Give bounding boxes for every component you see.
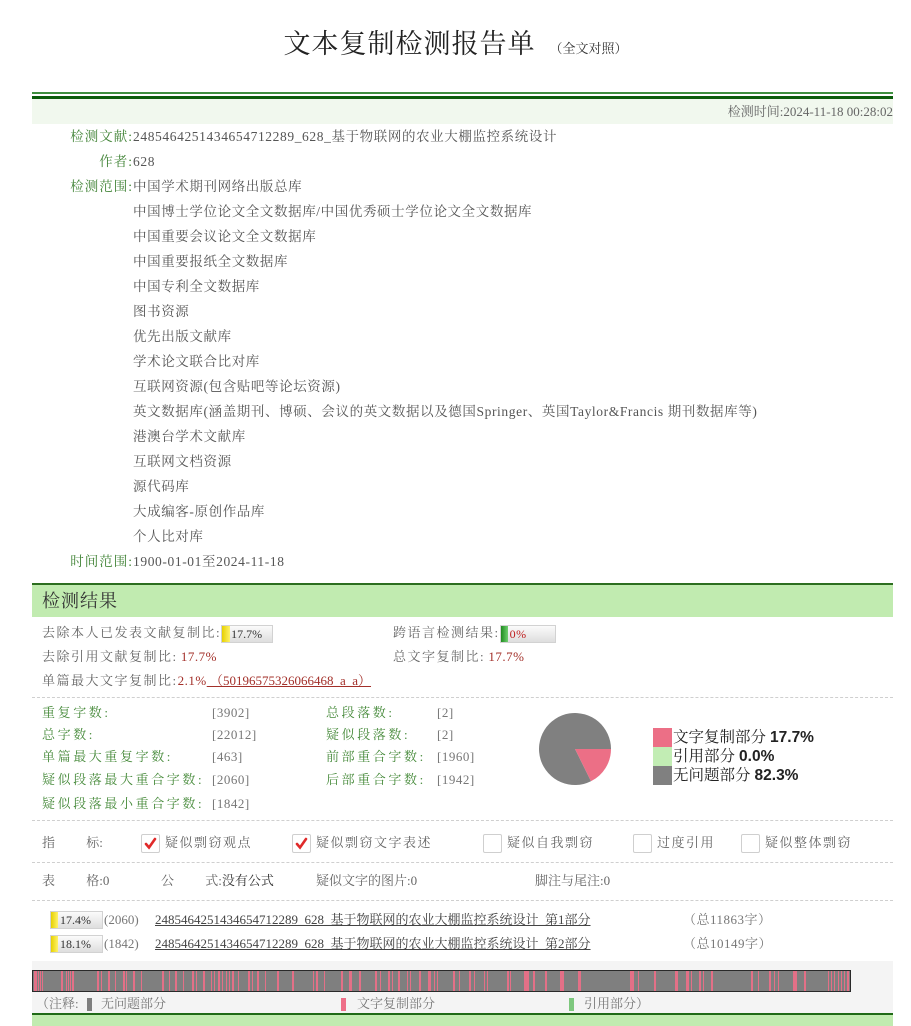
copy-segment xyxy=(834,971,835,991)
copy-segment xyxy=(428,971,431,991)
copy-segment xyxy=(804,971,806,991)
copy-segment xyxy=(398,971,400,991)
legend-cite-label: 引用部分） xyxy=(584,996,650,1011)
cross-lang-progress xyxy=(500,625,556,643)
results-row xyxy=(32,669,893,693)
copy-segment xyxy=(844,971,845,991)
excl-cite-value: 17.7% xyxy=(180,649,217,664)
copy-segment xyxy=(545,971,547,991)
checkmark-icon xyxy=(295,837,308,850)
copy-segment xyxy=(828,971,829,991)
copy-segment xyxy=(126,971,127,991)
stats-row xyxy=(32,768,512,791)
copy-segment xyxy=(42,971,43,991)
copy-segment xyxy=(183,971,184,991)
suspect-paragraphs-label: 疑似段落数: xyxy=(326,727,411,742)
min-paragraph-overlap-value: [1842] xyxy=(212,796,250,811)
dashed-divider xyxy=(32,900,893,901)
copy-segment xyxy=(838,971,839,991)
footnotes-count: 脚注与尾注:0 xyxy=(535,873,611,888)
copy-segment xyxy=(203,971,205,991)
range-item: 中国重要报纸全文数据库 xyxy=(133,254,289,269)
copy-segment xyxy=(469,971,471,991)
check-time-value: 2024-11-18 00:28:02 xyxy=(783,104,893,119)
indicator-excessive-citation[interactable]: 过度引用 xyxy=(633,832,715,854)
copy-segment xyxy=(487,971,488,991)
copy-segment xyxy=(751,971,753,991)
copy-segment xyxy=(359,971,361,991)
copy-segment xyxy=(226,971,227,991)
checkbox[interactable] xyxy=(741,834,760,853)
info-row-range xyxy=(32,399,893,424)
info-row-time-range xyxy=(32,549,893,574)
range-item: 港澳台学术文献库 xyxy=(133,429,246,444)
excl-self-label: 去除本人已发表文献复制比: xyxy=(42,625,222,640)
content-counts-row xyxy=(32,870,893,892)
section-document-link[interactable]: 2485464251434654712289_628_基于物联网的农业大棚监控系统设计_第1部分 xyxy=(155,912,591,927)
legend-label: 文字复制部分 xyxy=(673,729,767,746)
info-row-range xyxy=(32,274,893,299)
copy-segment xyxy=(793,971,797,991)
text-images-count: 疑似文字的图片:0 xyxy=(316,873,418,888)
section-document-link[interactable]: 2485464251434654712289_628_基于物联网的农业大棚监控系统设计_第2部分 xyxy=(155,936,591,951)
results-row xyxy=(32,621,893,645)
copy-segment xyxy=(453,971,455,991)
legend-value: 0.0% xyxy=(739,748,775,765)
section-results-list xyxy=(32,908,893,956)
copy-segment xyxy=(392,971,393,991)
total-paragraphs-label: 总段落数: xyxy=(326,705,395,720)
results-row xyxy=(32,645,893,669)
copy-segment xyxy=(638,971,639,991)
front-overlap-label: 前部重合字数: xyxy=(326,749,426,764)
excl-self-value: 17.7% xyxy=(231,627,263,642)
copy-segment xyxy=(578,971,581,991)
results-summary xyxy=(32,621,893,693)
copy-segment xyxy=(222,971,223,991)
section-copy-chars: (2060) xyxy=(104,912,139,927)
document-label: 检测文献: xyxy=(70,129,133,144)
copy-segment xyxy=(437,971,438,991)
copy-ratio-pie-chart xyxy=(538,712,612,786)
copy-segment xyxy=(175,971,177,991)
range-item: 英文数据库(涵盖期刊、博硕、会议的英文数据以及德国Springer、英国Taylor&Francis 期刊数据库等) xyxy=(133,404,758,419)
info-row-range xyxy=(32,249,893,274)
info-row-range xyxy=(32,299,893,324)
copy-segment xyxy=(841,971,842,991)
total-copy-value: 17.7% xyxy=(488,649,525,664)
check-time-band xyxy=(32,99,893,124)
copy-segment xyxy=(316,971,318,991)
copy-segment xyxy=(218,971,220,991)
document-info xyxy=(32,124,893,574)
copy-segment xyxy=(211,971,212,991)
stats-row xyxy=(32,791,512,816)
info-row-range xyxy=(32,474,893,499)
author-value: 628 xyxy=(133,154,156,169)
document-value: 2485464251434654712289_628_基于物联网的农业大棚监控系统设计 xyxy=(133,129,558,144)
stats-row xyxy=(32,746,512,768)
copy-segment xyxy=(214,971,215,991)
total-chars-label: 总字数: xyxy=(42,727,96,742)
section-result-item xyxy=(32,932,893,956)
legend-swatch-cite xyxy=(653,747,672,766)
copy-segment xyxy=(380,971,381,991)
tables-count: 表 格:0 xyxy=(42,873,110,888)
check-time-label: 检测时间: xyxy=(727,104,784,119)
copy-segment xyxy=(774,971,775,991)
copy-segment xyxy=(133,971,135,991)
copy-segment xyxy=(510,971,511,991)
copy-segment xyxy=(560,971,564,991)
report-title-row xyxy=(0,22,911,61)
copy-segment xyxy=(341,971,343,991)
copy-segment xyxy=(524,971,529,991)
info-row-range xyxy=(32,449,893,474)
copy-segment xyxy=(169,971,170,991)
legend-item-none xyxy=(653,766,814,785)
results-section-header xyxy=(32,583,893,617)
info-row-range xyxy=(32,174,893,199)
legend-label: 无问题部分 xyxy=(673,767,751,784)
legend-swatch-copy xyxy=(653,728,672,747)
copy-segment xyxy=(229,971,230,991)
dashed-divider xyxy=(32,820,893,821)
checkbox[interactable] xyxy=(483,834,502,853)
copy-segment xyxy=(196,971,197,991)
info-row-author xyxy=(32,149,893,174)
copy-segment xyxy=(324,971,325,991)
section-total-chars: （总10149字） xyxy=(683,936,773,951)
legend-label: 引用部分 xyxy=(673,748,736,765)
copy-segment xyxy=(248,971,250,991)
report-title: 文本复制检测报告单 xyxy=(283,29,536,59)
copy-segment xyxy=(459,971,460,991)
copy-segment xyxy=(675,971,678,991)
next-section-header xyxy=(32,1013,893,1026)
copy-segment xyxy=(141,971,142,991)
copy-segment xyxy=(101,971,102,991)
range-item: 图书资源 xyxy=(133,304,190,319)
copy-segment xyxy=(72,971,74,991)
excl-cite-label: 去除引用文献复制比: xyxy=(42,649,178,664)
copy-segment xyxy=(691,971,692,991)
stats-grid xyxy=(32,702,512,816)
total-copy-label: 总文字复制比: xyxy=(393,649,486,664)
distribution-legend xyxy=(32,996,893,1012)
legend-swatch-none xyxy=(653,766,672,785)
copy-segment xyxy=(40,971,41,991)
legend-swatch-copy xyxy=(341,998,346,1011)
copy-segment xyxy=(68,971,69,991)
total-paragraphs-value: [2] xyxy=(437,705,454,720)
checkmark-icon xyxy=(144,837,157,850)
info-row-range xyxy=(32,324,893,349)
copy-segment xyxy=(507,971,509,991)
checkbox[interactable] xyxy=(292,834,311,853)
copy-segment xyxy=(36,971,37,991)
copy-segment xyxy=(70,971,71,991)
report-subtitle: （全文对照） xyxy=(549,41,628,56)
single-max-source-link[interactable]: （50196575326066468_a_a） xyxy=(206,673,372,688)
section-result-item xyxy=(32,908,893,932)
section-copy-progress: 17.4% xyxy=(50,911,103,929)
copy-segment xyxy=(533,971,535,991)
indicator-whole-plagiarism[interactable]: 疑似整体剽窃 xyxy=(741,832,852,854)
info-row-range xyxy=(32,374,893,399)
copy-segment xyxy=(349,971,352,991)
copy-segment xyxy=(434,971,435,991)
author-label: 作者: xyxy=(99,154,133,169)
legend-value: 17.7% xyxy=(770,729,814,746)
copy-segment xyxy=(265,971,266,991)
copy-segment xyxy=(847,971,849,991)
info-row-document xyxy=(32,124,893,149)
range-item: 中国学术期刊网络出版总库 xyxy=(133,179,303,194)
pie-legend xyxy=(653,728,814,785)
single-max-value: 2.1% xyxy=(177,673,207,688)
section-copy-chars: (1842) xyxy=(104,936,139,951)
legend-value: 82.3% xyxy=(754,767,799,784)
copy-segment xyxy=(474,971,475,991)
copy-segment xyxy=(654,971,656,991)
indicator-self-plagiarism[interactable]: 疑似自我剽窃 xyxy=(483,832,594,854)
copy-segment xyxy=(123,971,125,991)
legend-item-copy xyxy=(653,728,814,747)
cross-lang-value: 0% xyxy=(509,627,527,642)
copy-segment xyxy=(257,971,259,991)
max-paragraph-overlap-label: 疑似段落最大重合字数: xyxy=(42,772,205,787)
range-item: 互联网文档资源 xyxy=(133,454,232,469)
max-paragraph-overlap-value: [2060] xyxy=(212,772,250,787)
indicator-plagiarized-wording[interactable]: 疑似剽窃文字表述 xyxy=(292,832,432,854)
total-chars-value: [22012] xyxy=(212,727,257,742)
copy-segment xyxy=(711,971,713,991)
range-item: 互联网资源(包含贴吧等论坛资源) xyxy=(133,379,341,394)
copy-segment xyxy=(66,971,67,991)
suspect-paragraphs-value: [2] xyxy=(437,727,454,742)
copy-segment xyxy=(407,971,408,991)
info-row-range xyxy=(32,524,893,549)
excl-self-progress xyxy=(221,625,273,643)
copy-segment xyxy=(758,971,759,991)
copy-segment xyxy=(703,971,704,991)
copy-segment xyxy=(38,971,39,991)
copy-segment xyxy=(686,971,689,991)
range-item: 优先出版文献库 xyxy=(133,329,232,344)
copy-segment xyxy=(61,971,63,991)
checkbox[interactable] xyxy=(141,834,160,853)
copy-segment xyxy=(778,971,779,991)
copy-segment xyxy=(232,971,234,991)
repeat-chars-value: [3902] xyxy=(212,705,250,720)
copy-segment xyxy=(162,971,164,991)
dashed-divider xyxy=(32,862,893,863)
single-max-repeat-value: [463] xyxy=(212,749,243,764)
copy-segment xyxy=(769,971,771,991)
range-item: 个人比对库 xyxy=(133,529,204,544)
legend-swatch-cite xyxy=(569,998,574,1011)
range-item: 学术论文联合比对库 xyxy=(133,354,260,369)
indicators-label: 指 标: xyxy=(42,835,103,850)
single-max-label: 单篇最大文字复制比: xyxy=(42,673,178,688)
copy-segment xyxy=(375,971,377,991)
front-overlap-value: [1960] xyxy=(437,749,475,764)
excl-self-ratio xyxy=(42,621,273,645)
copy-segment xyxy=(238,971,239,991)
back-overlap-value: [1942] xyxy=(437,772,475,787)
legend-item-cite xyxy=(653,747,814,766)
range-item: 源代码库 xyxy=(133,479,190,494)
copy-segment xyxy=(831,971,832,991)
range-item: 中国专利全文数据库 xyxy=(133,279,260,294)
copy-segment xyxy=(292,971,294,991)
time-range-value: 1900-01-01至2024-11-18 xyxy=(133,554,285,569)
copy-segment xyxy=(630,971,634,991)
copy-segment xyxy=(419,971,421,991)
range-item: 中国博士学位论文全文数据库/中国优秀硕士学位论文全文数据库 xyxy=(133,204,533,219)
legend-copy-label: 文字复制部分 xyxy=(357,996,436,1011)
copy-segment xyxy=(388,971,390,991)
min-paragraph-overlap-label: 疑似段落最小重合字数: xyxy=(42,796,205,811)
copy-segment xyxy=(97,971,99,991)
header-divider-thin xyxy=(32,92,893,94)
cross-lang-label: 跨语言检测结果: xyxy=(393,625,500,640)
copy-distribution-bar[interactable] xyxy=(32,970,851,992)
stats-row xyxy=(32,724,512,746)
copy-segment xyxy=(277,971,279,991)
legend-swatch-none xyxy=(87,998,92,1011)
info-row-range xyxy=(32,499,893,524)
copy-segment xyxy=(699,971,701,991)
copy-segment xyxy=(115,971,116,991)
range-label: 检测范围: xyxy=(70,179,133,194)
legend-none-label: 无问题部分 xyxy=(101,996,167,1011)
info-row-range xyxy=(32,224,893,249)
section-copy-progress: 18.1% xyxy=(50,935,103,953)
info-row-range xyxy=(32,199,893,224)
info-row-range xyxy=(32,349,893,374)
copy-segment xyxy=(313,971,314,991)
copy-segment xyxy=(252,971,253,991)
dashed-divider xyxy=(32,697,893,698)
back-overlap-label: 后部重合字数: xyxy=(326,772,426,787)
copy-segment xyxy=(192,971,194,991)
time-range-label: 时间范围: xyxy=(70,554,133,569)
single-max-repeat-label: 单篇最大重复字数: xyxy=(42,749,174,764)
formulas-count: 公 式:没有公式 xyxy=(161,873,274,888)
legend-open: （注释: xyxy=(36,996,79,1011)
results-section-title: 检测结果 xyxy=(42,591,118,611)
cross-language-result xyxy=(393,621,556,645)
range-item: 中国重要会议论文全文数据库 xyxy=(133,229,317,244)
copy-segment xyxy=(410,971,411,991)
indicator-plagiarized-ideas[interactable]: 疑似剽窃观点 xyxy=(141,832,252,854)
checkbox[interactable] xyxy=(633,834,652,853)
repeat-chars-label: 重复字数: xyxy=(42,705,111,720)
indicators-row xyxy=(32,832,893,854)
info-row-range xyxy=(32,424,893,449)
range-item: 大成编客-原创作品库 xyxy=(133,504,265,519)
copy-segment xyxy=(484,971,485,991)
copy-segment xyxy=(108,971,110,991)
stats-row xyxy=(32,702,512,724)
section-total-chars: （总11863字） xyxy=(683,912,772,927)
